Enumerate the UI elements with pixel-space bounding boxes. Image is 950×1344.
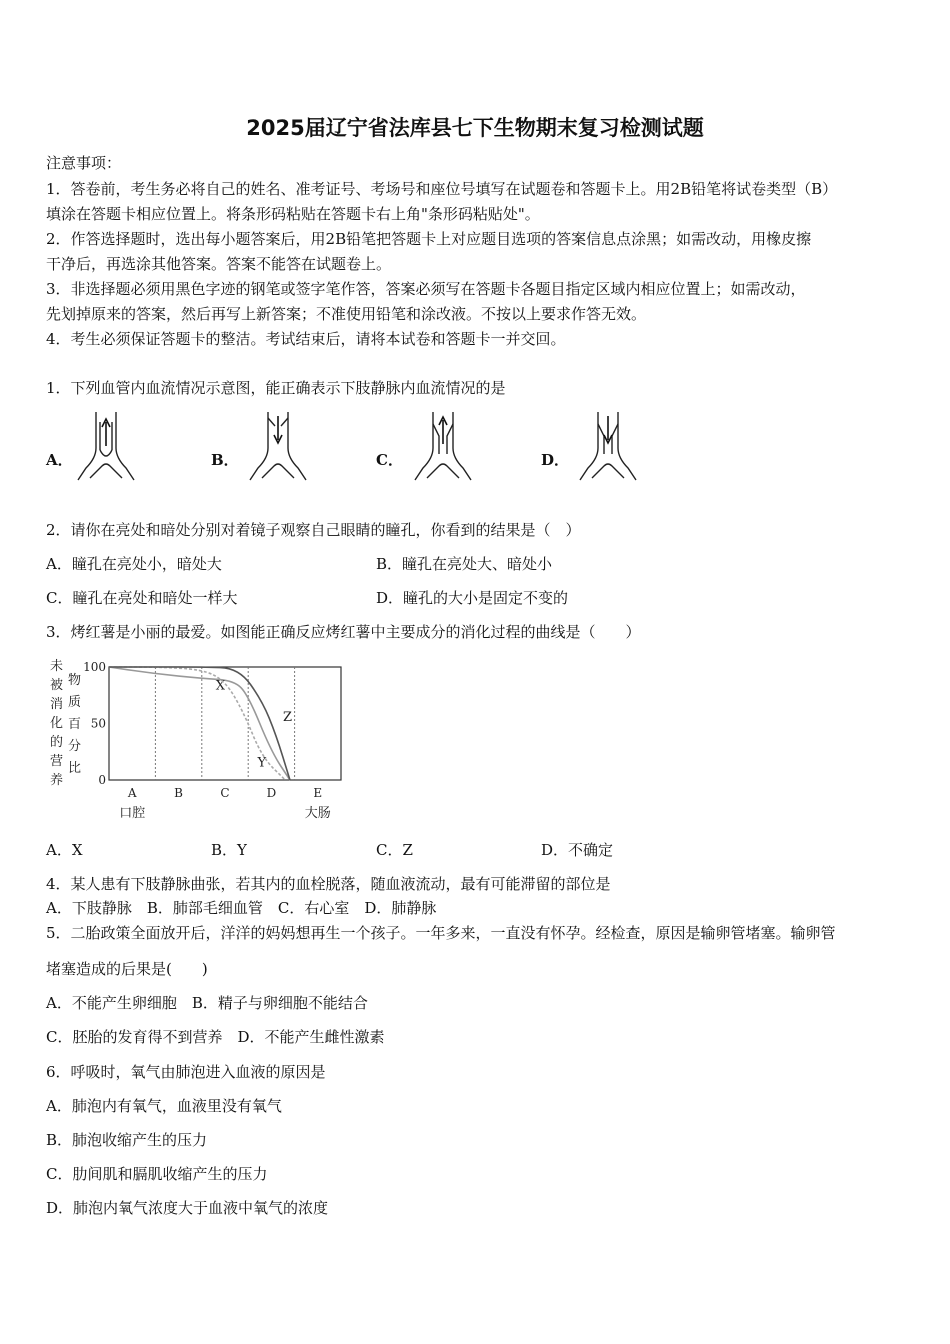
q2-option-b: B．瞳孔在亮处大、暗处小: [376, 555, 553, 573]
chart-ytick-label: 0: [98, 773, 106, 787]
vessel-diagram-a: [76, 410, 136, 490]
chart-ylabel-char: 营: [50, 754, 64, 769]
chart-category-label: C: [220, 786, 230, 800]
q2-option-d: D．瞳孔的大小是固定不变的: [376, 589, 569, 607]
chart-outer-ylabel: [50, 658, 63, 788]
chart-ylabel-char: 养: [50, 773, 64, 788]
q3-option-d: D．不确定: [541, 841, 614, 859]
notice-line: 2．作答选择题时，选出每小题答案后，用2B铅笔把答题卡上对应题目选项的答案信息点涂黑；如需改动，用橡皮擦: [46, 230, 812, 248]
chart-ylabel-char: 未: [50, 659, 64, 674]
flow-arrow-up-icon: [102, 419, 110, 446]
q1-option-a-label: A．: [46, 451, 73, 469]
q3-option-b: B．Y: [211, 841, 247, 859]
q1-stem: 1．下列血管内血流情况示意图，能正确表示下肢静脉内血流情况的是: [46, 379, 506, 397]
chart-ylabel-char: 物: [68, 673, 82, 688]
q1-option-c-label: C．: [376, 451, 403, 469]
chart-category-label: E: [313, 786, 323, 800]
chart-ylabel-char: 的: [50, 735, 64, 750]
vessel-diagram-d: [578, 410, 638, 490]
chart-curve-label: Z: [283, 710, 293, 726]
flow-arrow-up-icon: [439, 417, 447, 444]
q4-options: A．下肢静脉 B．肺部毛细血管 C．右心室 D．肺静脉: [46, 899, 437, 917]
q3-option-c: C．Z: [376, 841, 413, 859]
notice-line: 填涂在答题卡相应位置上。将条形码粘贴在答题卡右上角"条形码粘贴处"。: [46, 205, 540, 223]
vessel-diagram-b: [248, 410, 308, 490]
q6-option-d: D．肺泡内氧气浓度大于血液中氧气的浓度: [46, 1199, 329, 1217]
q5-options-row1: A．不能产生卵细胞 B．精子与卵细胞不能结合: [46, 994, 368, 1012]
q5-stem-cont: 堵塞造成的后果是( ): [46, 960, 208, 978]
page-title: 2025届辽宁省法库县七下生物期末复习检测试题: [246, 116, 704, 140]
chart-ylabel-char: 质: [68, 695, 82, 710]
flow-arrow-down-icon: [274, 416, 282, 443]
chart-category-label: D: [266, 786, 277, 800]
q6-option-c: C．肋间肌和膈肌收缩产生的压力: [46, 1165, 268, 1183]
q1-option-d-label: D．: [541, 451, 570, 469]
notice-line: 先划掉原来的答案，然后再写上新答案；不准使用铅笔和涂改液。不按以上要求作答无效。: [46, 305, 647, 323]
chart-category-label: B: [174, 786, 184, 800]
q6-option-a: A．肺泡内有氧气，血液里没有氧气: [46, 1097, 282, 1115]
chart-ylabel-char: 分: [68, 739, 82, 754]
q3-option-a: A．X: [46, 841, 83, 859]
notice-line: 干净后，再选涂其他答案。答案不能答在试题卷上。: [46, 255, 392, 273]
q5-stem: 5．二胎政策全面放开后，洋洋的妈妈想再生一个孩子。一年多来，一直没有怀孕。经检查，原因是输卵管堵塞。输卵管: [46, 924, 836, 942]
vessel-diagram-c: [413, 410, 473, 490]
digestion-chart: [44, 654, 354, 826]
notice-line: 3．非选择题必须用黑色字迹的钢笔或签字笔作答，答案必须写在答题卡各题目指定区域内相应位置上；如需改动，: [46, 280, 806, 298]
chart-ylabel-char: 被: [50, 678, 64, 693]
chart-category-caption: 口腔: [119, 806, 146, 821]
flow-arrow-down-icon: [604, 416, 612, 443]
q6-stem: 6．呼吸时，氧气由肺泡进入血液的原因是: [46, 1063, 326, 1081]
q2-stem: 2．请你在亮处和暗处分别对着镜子观察自己眼睛的瞳孔，你看到的结果是（ ）: [46, 521, 581, 539]
q4-stem: 4．某人患有下肢静脉曲张，若其内的血栓脱落，随血液流动，最有可能滞留的部位是: [46, 875, 611, 893]
chart-category-label: A: [127, 786, 137, 800]
chart-ytick-label: 100: [83, 660, 106, 674]
chart-ylabel-char: 比: [68, 761, 82, 776]
chart-curve-label: Y: [257, 755, 267, 771]
notice-line: 1．答卷前，考生务必将自己的姓名、准考证号、考场号和座位号填写在试题卷和答题卡上。用2B铅笔将试卷类型（B）: [46, 180, 838, 198]
chart-ylabel-char: 百: [68, 717, 82, 732]
q1-option-b-label: B．: [211, 451, 239, 469]
q2-option-c: C．瞳孔在亮处和暗处一样大: [46, 589, 238, 607]
q2-option-a: A．瞳孔在亮处小，暗处大: [46, 555, 222, 573]
chart-ylabel-char: 消: [50, 697, 64, 712]
chart-inner-ylabel: [68, 672, 81, 776]
q5-options-row2: C．胚胎的发育得不到营养 D．不能产生雌性激素: [46, 1028, 385, 1046]
q3-stem: 3．烤红薯是小丽的最爱。如图能正确反应烤红薯中主要成分的消化过程的曲线是（ ）: [46, 623, 641, 641]
chart-curve-label: X: [215, 678, 225, 694]
chart-category-caption: 大肠: [304, 806, 331, 821]
notice-heading: 注意事项：: [46, 154, 122, 172]
q6-option-b: B．肺泡收缩产生的压力: [46, 1131, 208, 1149]
notice-line: 4．考生必须保证答题卡的整洁。考试结束后，请将本试卷和答题卡一并交回。: [46, 330, 566, 348]
chart-ytick-label: 50: [90, 716, 106, 731]
chart-ylabel-char: 化: [50, 716, 64, 731]
